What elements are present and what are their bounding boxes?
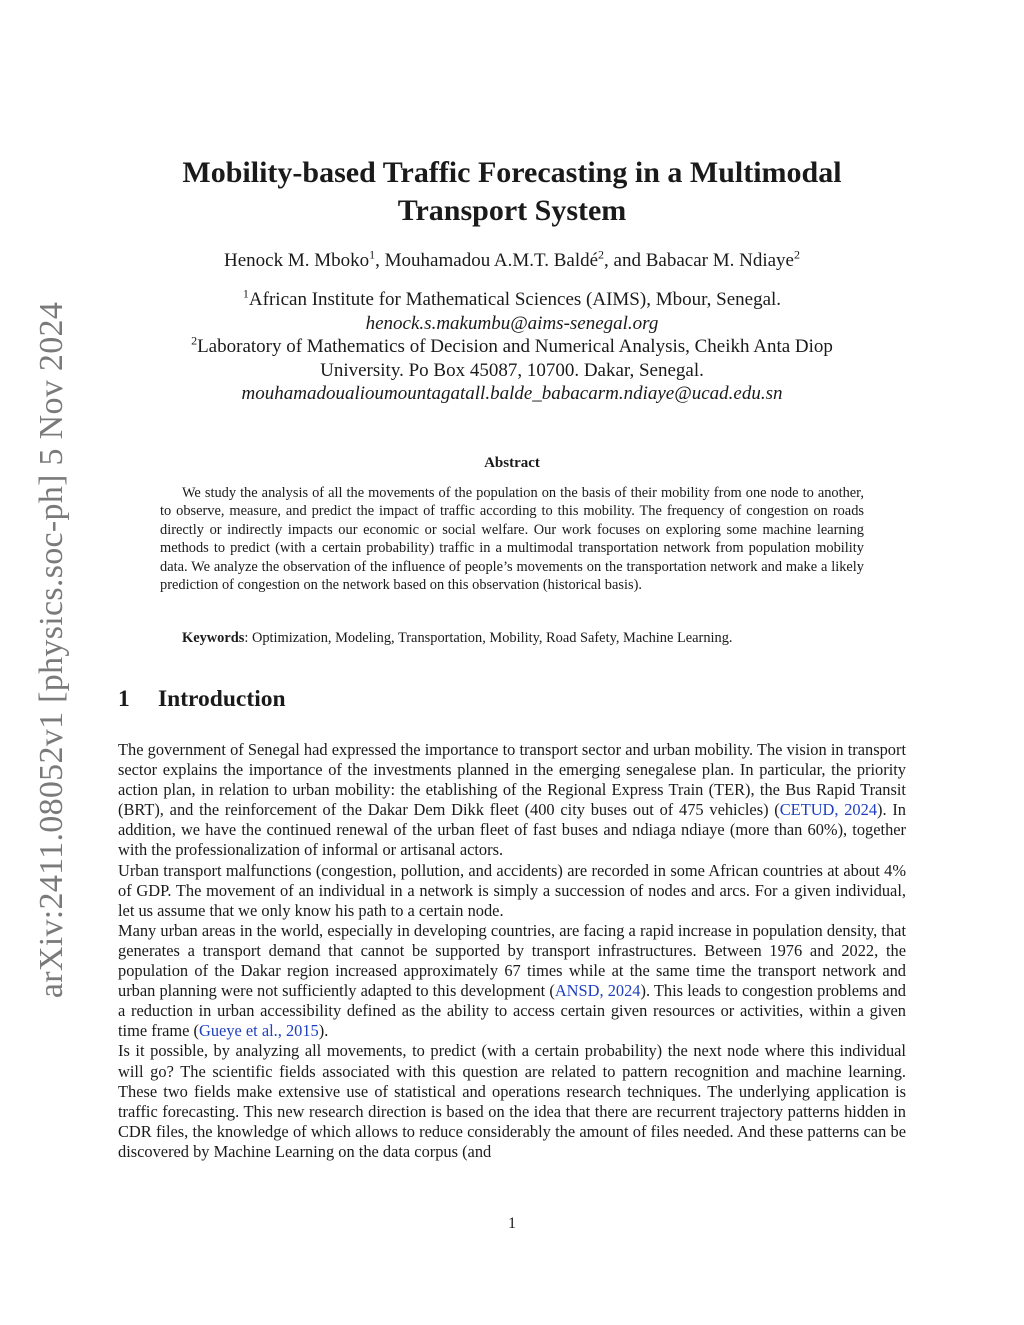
author-2: Mouhamadou A.M.T. Baldé — [384, 250, 599, 271]
section-number: 1 — [118, 686, 130, 712]
paragraph-2: Urban transport malfunctions (congestion, pollution, and accidents) are recorded in some African countries at about 4% of GDP. The movement of an individual in a network is simply a succession of nodes and arcs. For a given individual, let us assume that we only know his path to a certain node. — [118, 860, 906, 920]
paper-title — [118, 154, 906, 230]
author-3-affil: 2 — [793, 247, 800, 262]
affiliation-1-email[interactable]: henock.s.makumbu@aims-senegal.org — [365, 312, 659, 334]
affiliation-1-marker: 1 — [242, 286, 249, 301]
author-separator: , and — [604, 250, 646, 271]
keywords-label: Keywords — [182, 630, 245, 646]
paragraph-text: ). This leads to congestion problems and a reduction in urban accessibility defined as the ability to access certain given resources or activities, within a given time frame ( — [118, 981, 906, 1041]
abstract-text: We study the analysis of all the movements of the population on the basis of their mobility from one node to another, to observe, measure, and predict the impact of traffic according to this mobility. The frequency of congestion on roads directly or indirectly impacts our economic or social welfare. Our work focuses on exploring some machine learning methods to predict (with a certain probability) traffic in a multimodal transportation network from population mobility data. We analyze the observation of the influence of people’s movements on the transportation network and make a likely prediction of congestion on the network based on this observation (historical basis). — [160, 485, 864, 594]
affiliation-2-line-1: Laboratory of Mathematics of Decision and Numerical Analysis, Cheikh Anta Diop — [197, 336, 833, 357]
keywords-text: : Optimization, Modeling, Transportation, Mobility, Road Safety, Machine Learning. — [244, 630, 733, 646]
affiliation-2-line-2: University. Po Box 45087, 10700. Dakar, Senegal. — [320, 359, 704, 381]
page-number: 1 — [508, 1215, 516, 1232]
affiliation-1 — [118, 288, 906, 312]
arxiv-identifier: arXiv:2411.08052v1 [physics.soc-ph] 5 Nov 2024 — [33, 301, 70, 999]
citation-link[interactable]: CETUD, 2024 — [779, 800, 878, 820]
section-heading — [118, 686, 286, 713]
author-1-affil: 1 — [369, 247, 376, 262]
author-2-affil: 2 — [598, 247, 605, 262]
keywords — [160, 630, 864, 647]
author-1: Henock M. Mboko — [224, 250, 370, 271]
title-line-2: Transport System — [397, 194, 627, 227]
section-title: Introduction — [158, 686, 286, 712]
author-3: Babacar M. Ndiaye — [645, 250, 794, 271]
paragraph-text: ). In addition, we have the continued renewal of the urban fleet of fast buses and ndiaga ndiaye (more than 60%), together with the professionalization of informal or artisanal actors. — [118, 800, 907, 860]
paragraph-3 — [118, 921, 906, 1042]
paragraph-text: The government of Senegal had expressed the importance to transport sector and urban mobility. The vision in transport sector explains the importance of the investments planned in the emerging senegalese plan. In particular, the priority action plan, in relation to urban mobility: the etablishing of the Regional Express Train (TER), the Bus Rapid Transit (BRT), and the reinforcement of the Dakar Dem Dikk fleet (400 city buses out of 475 vehicles) ( — [118, 740, 906, 820]
affiliation-2-marker: 2 — [191, 333, 198, 348]
affiliation-1-text: African Institute for Mathematical Sciences (AIMS), Mbour, Senegal. — [248, 289, 782, 310]
citation-link[interactable]: Gueye et al., 2015 — [199, 1021, 319, 1041]
paragraph-text: ). — [318, 1021, 329, 1041]
title-line-1: Mobility-based Traffic Forecasting in a Multimodal — [182, 156, 842, 189]
abstract-heading: Abstract — [484, 455, 540, 471]
affiliations — [118, 288, 906, 406]
citation-link[interactable]: ANSD, 2024 — [554, 981, 641, 1001]
author-list — [118, 247, 906, 272]
author-separator: , — [375, 250, 385, 271]
affiliation-2 — [118, 335, 906, 359]
body-text — [118, 740, 906, 1162]
affiliation-2-email[interactable]: mouhamadoualioumountagatall.balde_babacarm.ndiaye@ucad.edu.sn — [241, 383, 783, 404]
paragraph-4: Is it possible, by analyzing all movements, to predict (with a certain probability) the next node where this individual will go? The scientific fields associated with this question are related to pattern recognition and machine learning. These two fields make extensive use of statistical and operations research techniques. The underlying application is traffic forecasting. This new research direction is based on the idea that there are recurrent trajectory patterns hidden in CDR files, the knowledge of which allows to reduce considerably the amount of files needed. And these patterns can be discovered by Machine Learning on the data corpus (and — [118, 1041, 906, 1161]
paragraph-1 — [118, 740, 906, 861]
paragraph-text: Many urban areas in the world, especially in developing countries, are facing a rapid increase in population density, that generates a transport demand that cannot be supported by transport infrastructures. Between 1976 and 2022, the population of the Dakar region increased approximately 67 times while at the same time the transport network and urban planning were not sufficiently adapted to this development ( — [118, 920, 906, 1001]
